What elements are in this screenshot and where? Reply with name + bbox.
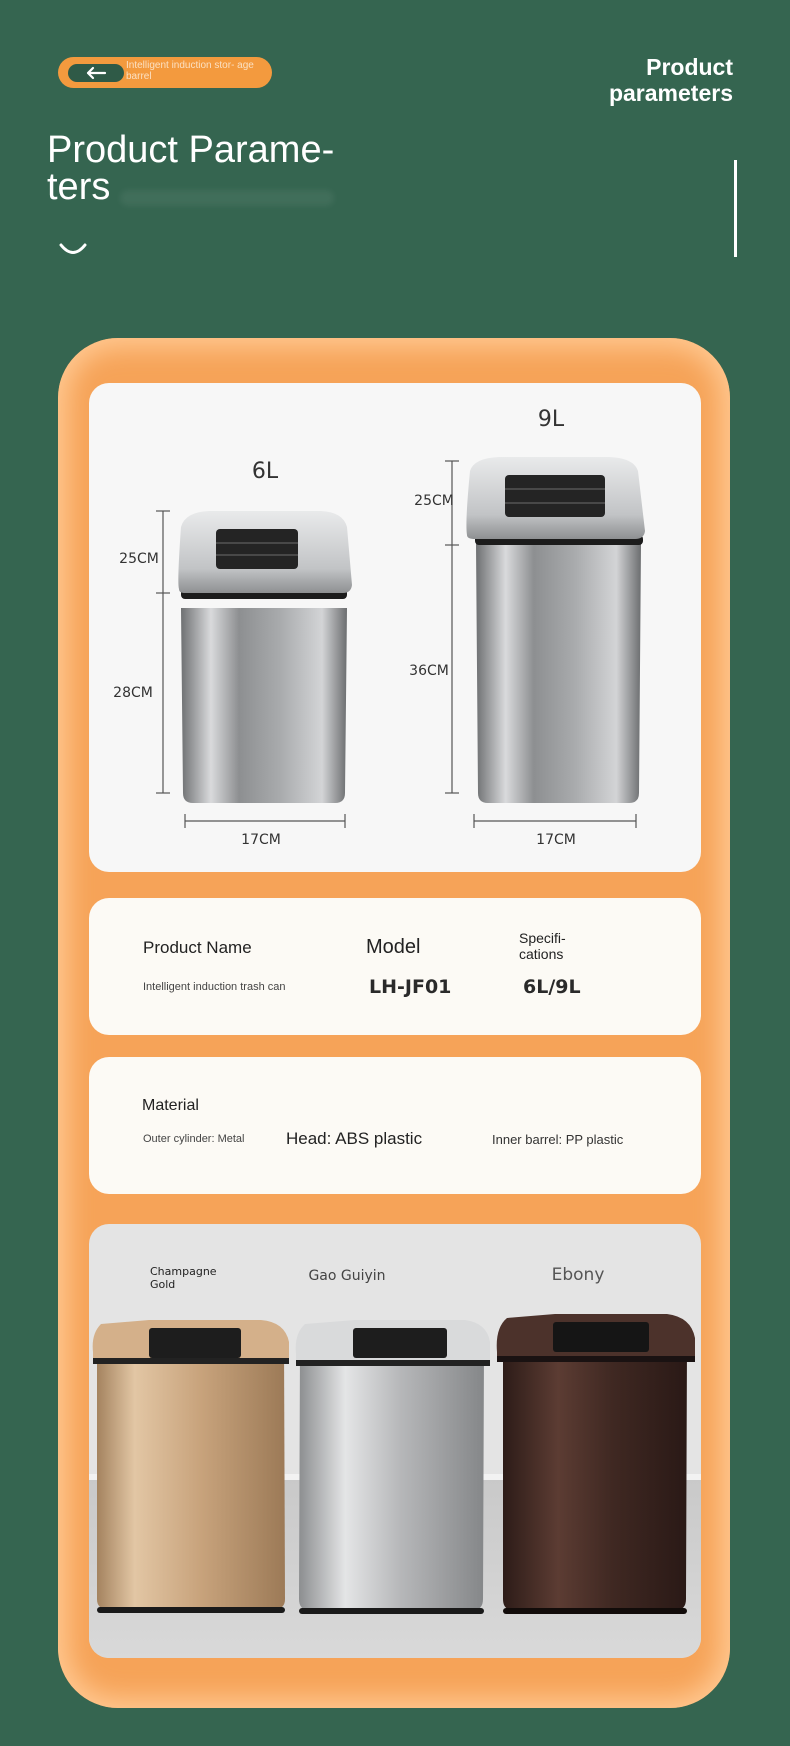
spec-value: 6L/9L (523, 976, 581, 998)
large-body-height: 36CM (409, 663, 449, 679)
model-value: LH-JF01 (369, 976, 452, 998)
product-name-label: Product Name (143, 938, 252, 957)
page-title: Product Parame- ters (47, 129, 335, 208)
color-label-ebony: Ebony (551, 1265, 605, 1285)
silver-bin (296, 1320, 490, 1614)
title-shadow (120, 190, 334, 206)
spec-label: Specifi- cations (519, 930, 566, 962)
large-lid-height: 25CM (414, 493, 454, 509)
small-bin-body (181, 608, 347, 803)
model-label: Model (366, 936, 421, 958)
small-lid-height: 25CM (119, 551, 159, 567)
ebony-bin (497, 1314, 695, 1614)
dimension-diagram (89, 383, 701, 872)
capacity-9l: 9L (537, 407, 565, 432)
color-variants (89, 1224, 701, 1658)
small-width: 17CM (241, 832, 281, 848)
color-label-silver: Gao Guiyin (308, 1268, 386, 1284)
product-info-card (89, 898, 701, 1035)
color-label-gold-line1: Champagne (150, 1265, 217, 1278)
small-body-height: 28CM (113, 685, 153, 701)
product-name-value: Intelligent induction trash can (143, 981, 286, 993)
small-bin-opening (216, 529, 298, 569)
gold-bin (93, 1320, 289, 1613)
back-button[interactable] (68, 64, 124, 82)
material-label: Material (142, 1097, 199, 1114)
pill-label: Intelligent induction stor- age barrel (126, 60, 254, 82)
large-width: 17CM (536, 832, 576, 848)
arrow-left-icon (85, 66, 107, 80)
color-label-gold-line2: Gold (150, 1278, 176, 1291)
material-card (89, 1057, 701, 1194)
smile-mark-icon (58, 238, 88, 260)
large-bin-opening (505, 475, 605, 517)
back-pill[interactable] (58, 57, 272, 88)
dimensions-card (89, 383, 701, 872)
colors-card (89, 1224, 701, 1658)
corner-title: Product parameters (608, 54, 733, 106)
large-bin-body (476, 543, 641, 803)
material-inner: Inner barrel: PP plastic (492, 1132, 624, 1147)
material-head: Head: ABS plastic (286, 1129, 423, 1148)
divider-line (734, 160, 737, 257)
material-outer: Outer cylinder: Metal (143, 1133, 245, 1145)
capacity-6l: 6L (251, 459, 279, 484)
